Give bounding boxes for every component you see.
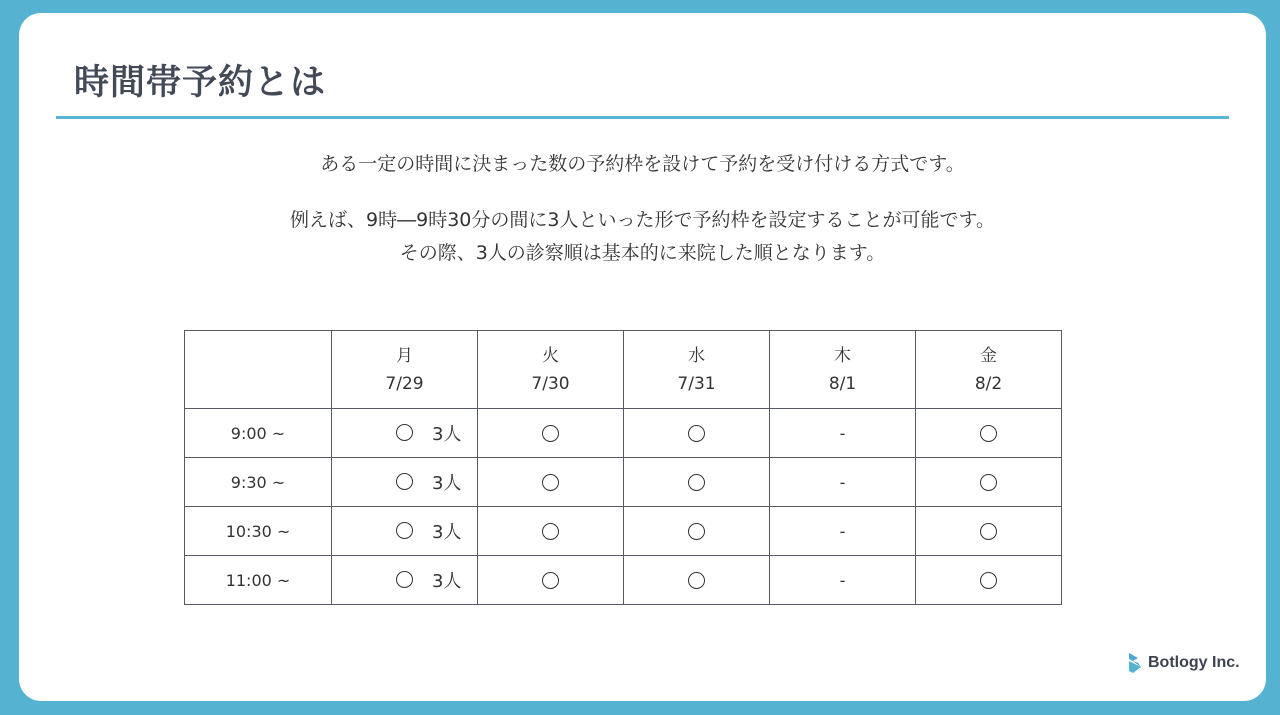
slot-cell-mon — [332, 556, 478, 605]
day-label: 火 — [542, 345, 559, 366]
available-circle-icon — [688, 523, 705, 540]
slot-cell-mon — [332, 409, 478, 458]
botlogy-logo-icon — [1127, 651, 1144, 675]
available-circle-icon — [688, 425, 705, 442]
table-row — [185, 458, 1062, 507]
available-circle-icon — [396, 473, 413, 490]
slot-cell-mon — [332, 458, 478, 507]
slide — [19, 13, 1266, 701]
time-slot-label: 9:00 ~ — [185, 409, 332, 458]
company-name: Botlogy Inc. — [1148, 654, 1240, 671]
slot-cell-thu: - — [770, 507, 916, 556]
capacity-label: 3人 — [432, 424, 462, 445]
title-divider — [56, 116, 1229, 119]
day-header-fri — [916, 331, 1062, 409]
day-label: 水 — [688, 345, 705, 366]
lead-text-line-1: ある一定の時間に決まった数の予約枠を設けて予約を受け付ける方式です。 — [320, 153, 965, 175]
available-circle-icon — [396, 571, 413, 588]
date-label: 8/1 — [828, 373, 857, 394]
page-title: 時間帯予約とは — [74, 63, 327, 103]
available-circle-icon — [542, 572, 559, 589]
lead-text-line-3: その際、3人の診察順は基本的に来院した順となります。 — [399, 242, 886, 264]
company-logo — [1127, 651, 1240, 675]
time-slot-label: 11:00 ~ — [185, 556, 332, 605]
available-circle-icon — [980, 572, 997, 589]
schedule-header-row — [185, 331, 1062, 409]
available-circle-icon — [688, 474, 705, 491]
slot-cell-fri — [916, 556, 1062, 605]
slot-cell-thu: - — [770, 458, 916, 507]
slot-cell-tue — [478, 458, 624, 507]
available-circle-icon — [688, 572, 705, 589]
slot-cell-fri — [916, 409, 1062, 458]
lead-text-line-2: 例えば、9時―9時30分の間に3人といった形で予約枠を設定することが可能です。 — [290, 209, 995, 231]
date-label: 7/31 — [677, 373, 716, 394]
schedule-table — [184, 330, 1062, 605]
day-label: 金 — [980, 345, 997, 366]
available-circle-icon — [542, 523, 559, 540]
date-label: 7/29 — [385, 373, 424, 394]
table-row — [185, 507, 1062, 556]
day-header-mon — [332, 331, 478, 409]
slot-cell-thu: - — [770, 556, 916, 605]
table-row — [185, 556, 1062, 605]
available-circle-icon — [980, 425, 997, 442]
day-header-wed — [624, 331, 770, 409]
available-circle-icon — [980, 474, 997, 491]
slot-cell-wed — [624, 409, 770, 458]
available-circle-icon — [542, 474, 559, 491]
slot-cell-tue — [478, 507, 624, 556]
day-label: 月 — [396, 345, 413, 366]
date-label: 8/2 — [974, 373, 1003, 394]
day-label: 木 — [834, 345, 851, 366]
table-row — [185, 409, 1062, 458]
slot-cell-tue — [478, 556, 624, 605]
slot-cell-mon — [332, 507, 478, 556]
date-label: 7/30 — [531, 373, 570, 394]
slot-cell-tue — [478, 409, 624, 458]
available-circle-icon — [396, 424, 413, 441]
slot-cell-wed — [624, 507, 770, 556]
slot-cell-thu: - — [770, 409, 916, 458]
time-slot-label: 10:30 ~ — [185, 507, 332, 556]
available-circle-icon — [980, 523, 997, 540]
time-slot-label: 9:30 ~ — [185, 458, 332, 507]
corner-cell — [185, 331, 332, 409]
available-circle-icon — [542, 425, 559, 442]
capacity-label: 3人 — [432, 473, 462, 494]
slot-cell-fri — [916, 458, 1062, 507]
capacity-label: 3人 — [432, 522, 462, 543]
available-circle-icon — [396, 522, 413, 539]
slot-cell-wed — [624, 556, 770, 605]
day-header-tue — [478, 331, 624, 409]
day-header-thu — [770, 331, 916, 409]
slot-cell-fri — [916, 507, 1062, 556]
slot-cell-wed — [624, 458, 770, 507]
capacity-label: 3人 — [432, 571, 462, 592]
